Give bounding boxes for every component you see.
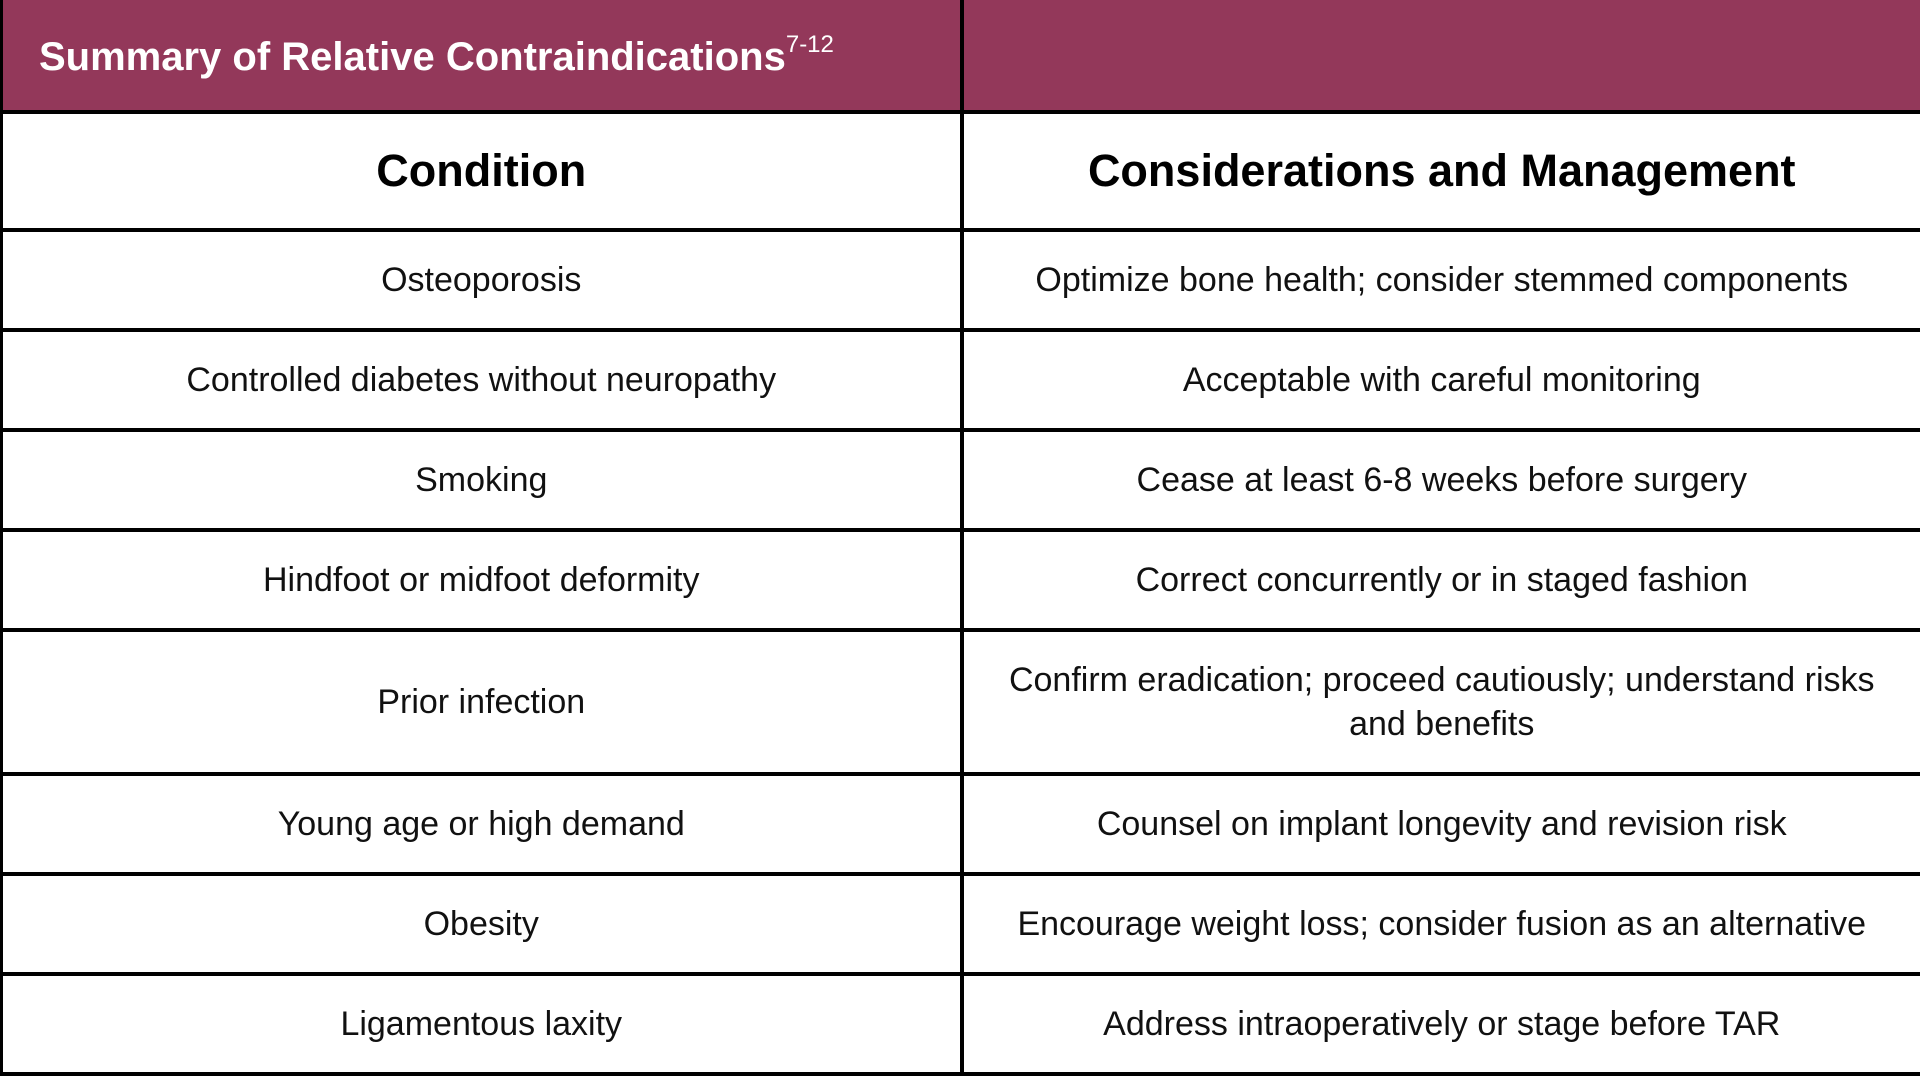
management-cell: Correct concurrently or in staged fashion bbox=[962, 530, 1920, 630]
condition-cell: Young age or high demand bbox=[2, 774, 962, 874]
table-row bbox=[2, 430, 1920, 530]
condition-cell: Controlled diabetes without neuropathy bbox=[2, 330, 962, 430]
management-cell: Encourage weight loss; consider fusion as an alternative bbox=[962, 874, 1920, 974]
condition-cell: Prior infection bbox=[2, 630, 962, 774]
condition-cell: Osteoporosis bbox=[2, 230, 962, 330]
title-references: 7-12 bbox=[785, 30, 834, 58]
column-header-condition: Condition bbox=[2, 112, 962, 230]
table-row bbox=[2, 230, 1920, 330]
table-row bbox=[2, 874, 1920, 974]
condition-cell: Hindfoot or midfoot deformity bbox=[2, 530, 962, 630]
condition-cell: Ligamentous laxity bbox=[2, 974, 962, 1074]
table-row bbox=[2, 974, 1920, 1074]
condition-cell: Smoking bbox=[2, 430, 962, 530]
table-title bbox=[2, 0, 962, 112]
table-row bbox=[2, 774, 1920, 874]
management-cell: Confirm eradication; proceed cautiously; understand risks and benefits bbox=[962, 630, 1920, 774]
management-cell: Cease at least 6-8 weeks before surgery bbox=[962, 430, 1920, 530]
table-row bbox=[2, 330, 1920, 430]
column-header-management: Considerations and Management bbox=[962, 112, 1920, 230]
header-row bbox=[2, 112, 1920, 230]
management-cell: Address intraoperatively or stage before TAR bbox=[962, 974, 1920, 1074]
condition-cell: Obesity bbox=[2, 874, 962, 974]
title-text: Summary of Relative Contraindications bbox=[39, 34, 786, 79]
management-cell: Optimize bone health; consider stemmed components bbox=[962, 230, 1920, 330]
title-empty-cell bbox=[962, 0, 1920, 112]
table-row bbox=[2, 530, 1920, 630]
management-cell: Acceptable with careful monitoring bbox=[962, 330, 1920, 430]
title-row bbox=[2, 0, 1920, 112]
table-row bbox=[2, 630, 1920, 774]
management-cell: Counsel on implant longevity and revision risk bbox=[962, 774, 1920, 874]
